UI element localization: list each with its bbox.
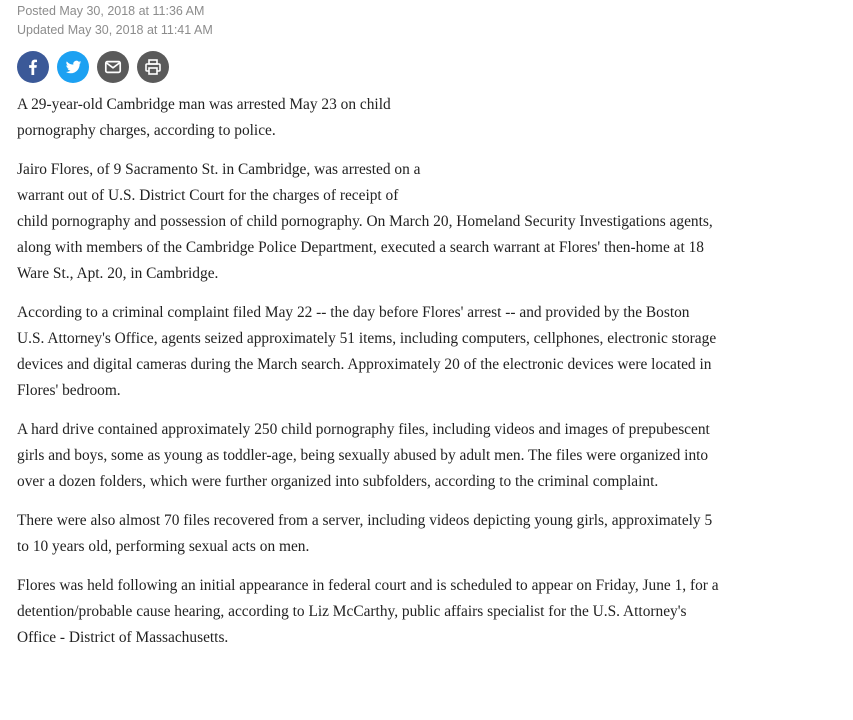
paragraph-line: to 10 years old, performing sexual acts on men. (17, 538, 310, 555)
paragraph-line: Jairo Flores, of 9 Sacramento St. in Cambridge, was arrested on a (17, 161, 421, 178)
paragraph-line: A hard drive contained approximately 250 child pornography files, including videos and images of prepubescent (17, 421, 710, 438)
print-icon (144, 58, 162, 76)
paragraph (17, 417, 817, 495)
twitter-share-button[interactable] (57, 51, 89, 83)
paragraph-line: A 29-year-old Cambridge man was arrested May 23 on child (17, 96, 391, 113)
article-body (17, 92, 817, 651)
paragraph-line: According to a criminal complaint filed May 22 -- the day before Flores' arrest -- and provided by the Boston (17, 304, 690, 321)
twitter-icon (65, 59, 82, 76)
paragraph (17, 157, 817, 287)
paragraph-line: pornography charges, according to police. (17, 122, 276, 139)
paragraph-line: along with members of the Cambridge Police Department, executed a search warrant at Flores' then-home at 18 (17, 239, 704, 256)
paragraph-line: Flores' bedroom. (17, 382, 121, 399)
paragraph-line: girls and boys, some as young as toddler-age, being sexually abused by adult men. The files were organized into (17, 447, 709, 464)
paragraph-line: detention/probable cause hearing, according to Liz McCarthy, public affairs specialist for the U.S. Attorney's (17, 603, 687, 620)
paragraph-line: U.S. Attorney's Office, agents seized approximately 51 items, including computers, cellphones, electronic storage (17, 330, 717, 347)
updated-timestamp: Updated May 30, 2018 at 11:41 AM (17, 23, 213, 37)
paragraph-line: child pornography and possession of child pornography. On March 20, Homeland Security Investigations agents, (17, 213, 713, 230)
paragraph (17, 573, 817, 651)
email-share-button[interactable] (97, 51, 129, 83)
facebook-icon (25, 59, 41, 75)
posted-timestamp: Posted May 30, 2018 at 11:36 AM (17, 4, 205, 18)
paragraph (17, 92, 817, 144)
article (17, 0, 817, 664)
email-icon (104, 58, 122, 76)
paragraph-line: over a dozen folders, which were further organized into subfolders, according to the criminal complaint. (17, 473, 659, 490)
print-button[interactable] (137, 51, 169, 83)
paragraph-line: devices and digital cameras during the March search. Approximately 20 of the electronic devices were located in (17, 356, 712, 373)
paragraph-line: Ware St., Apt. 20, in Cambridge. (17, 265, 219, 282)
paragraph (17, 508, 817, 560)
share-bar (17, 51, 817, 83)
paragraph-line: Flores was held following an initial appearance in federal court and is scheduled to appear on Friday, June 1, for a (17, 577, 719, 594)
facebook-share-button[interactable] (17, 51, 49, 83)
paragraph-line: Office - District of Massachusetts. (17, 629, 229, 646)
paragraph-line: There were also almost 70 files recovered from a server, including videos depicting young girls, approximately 5 (17, 512, 713, 529)
paragraph (17, 300, 817, 404)
paragraph-line: warrant out of U.S. District Court for the charges of receipt of (17, 187, 399, 204)
